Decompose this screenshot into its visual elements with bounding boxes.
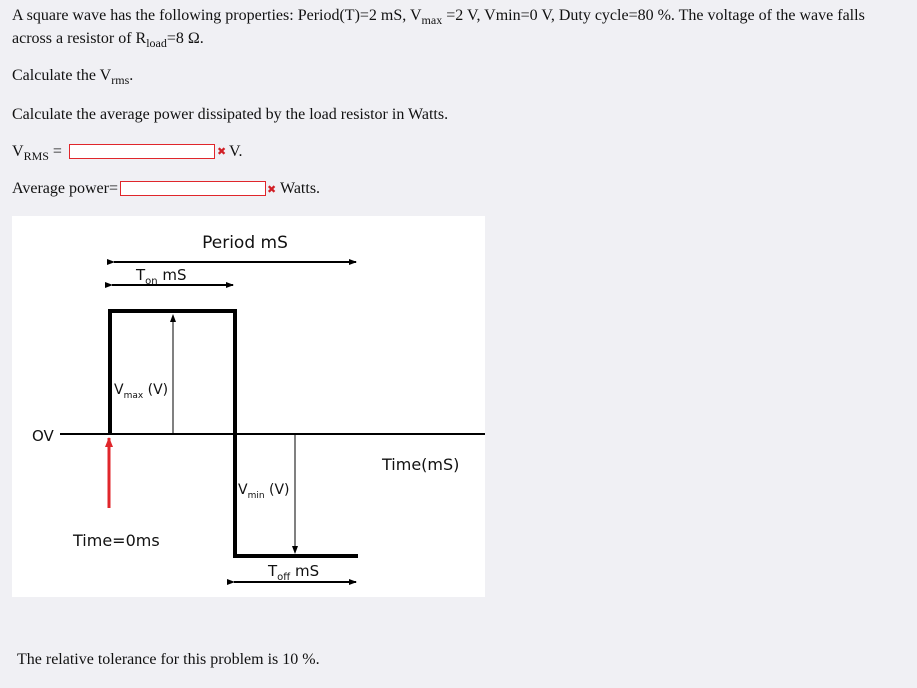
vmax-subscript: max bbox=[421, 13, 443, 27]
period-label: Period mS bbox=[202, 233, 288, 253]
x-mark-icon: ✖ bbox=[267, 183, 277, 196]
toff-label-t: T bbox=[268, 562, 278, 580]
time-axis-label: Time(mS) bbox=[382, 455, 460, 474]
question-line-2-a: across a resistor of R bbox=[12, 30, 147, 47]
vmin-label-sub: min bbox=[247, 491, 265, 501]
x-mark-icon: ✖ bbox=[217, 145, 227, 158]
ton-label-unit: mS bbox=[157, 266, 187, 284]
vmax-label-sub: max bbox=[123, 391, 144, 401]
vmax-label bbox=[114, 382, 168, 401]
vmin-label bbox=[238, 482, 290, 501]
vrms-unit: V. bbox=[229, 143, 243, 160]
toff-label-unit: mS bbox=[290, 562, 320, 580]
square-wave-svg bbox=[12, 216, 485, 597]
calc-vrms-a: Calculate the V bbox=[12, 67, 112, 84]
vrms-input[interactable] bbox=[69, 144, 215, 159]
ton-label-sub: on bbox=[145, 276, 158, 287]
calc-vrms-b: . bbox=[129, 67, 134, 84]
question-line-1 bbox=[12, 7, 865, 25]
power-unit: Watts. bbox=[280, 180, 321, 197]
square-wave-diagram bbox=[12, 216, 485, 597]
calc-power-text: Calculate the average power dissipated by the load resistor in Watts. bbox=[12, 106, 449, 123]
tolerance-text: The relative tolerance for this problem is 10 %. bbox=[17, 651, 320, 668]
vrms-label-eq: = bbox=[48, 143, 62, 160]
ton-label bbox=[135, 266, 187, 287]
power-input[interactable] bbox=[120, 181, 266, 196]
vmin-label-v: V bbox=[238, 482, 248, 498]
question-line-1-a: A square wave has the following properties: Period(T)=2 mS, V bbox=[12, 7, 422, 24]
rms-subscript: rms bbox=[111, 73, 130, 87]
question-line-1-b: =2 V, Vmin=0 V, Duty cycle=80 %. The voltage of the wave falls bbox=[442, 7, 865, 24]
toff-label-sub: off bbox=[277, 572, 291, 583]
rload-subscript: load bbox=[146, 36, 167, 50]
toff-label bbox=[267, 562, 319, 583]
time-zero-label: Time=0ms bbox=[73, 531, 160, 550]
question-line-2 bbox=[12, 30, 204, 48]
vmax-label-unit: (V) bbox=[143, 382, 169, 398]
vrms-label-sub: RMS bbox=[23, 149, 49, 163]
ton-label-t: T bbox=[136, 266, 146, 284]
ov-label: OV bbox=[32, 427, 54, 445]
vrms-label-v: V bbox=[12, 143, 24, 160]
calc-vrms-text bbox=[12, 67, 133, 85]
vmin-label-unit: (V) bbox=[264, 482, 290, 498]
vrms-label bbox=[12, 143, 62, 161]
vmax-label-v: V bbox=[114, 382, 124, 398]
power-label: Average power= bbox=[12, 180, 119, 197]
question-line-2-b: =8 Ω. bbox=[166, 30, 204, 47]
